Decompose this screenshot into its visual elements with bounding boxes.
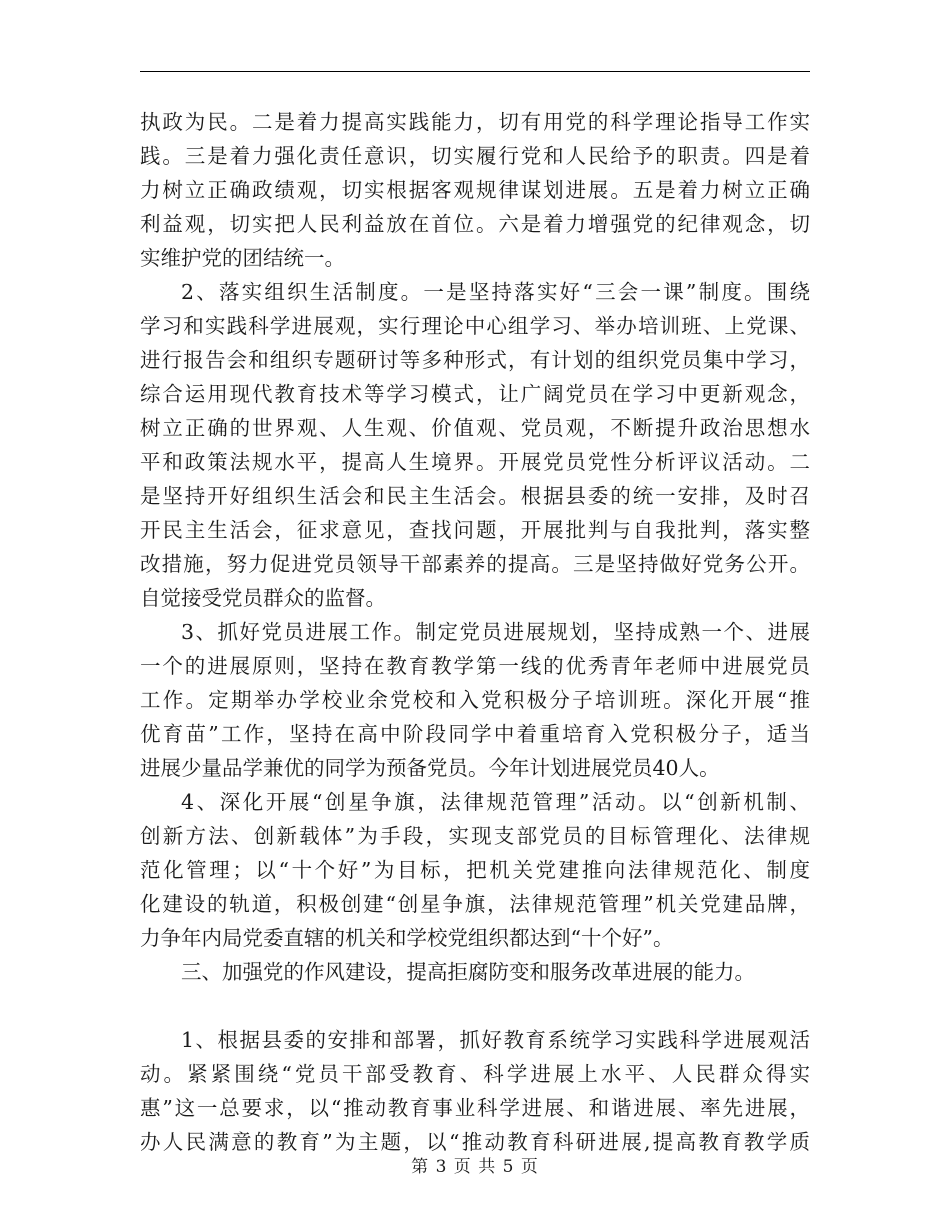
text-line: 化建设的轨道，积极创建“创星争旗，法律规范管理”机关党建品牌， — [140, 892, 810, 916]
text-line: 一个的进展原则，坚持在教育教学第一线的优秀青年老师中进展党员 — [140, 654, 810, 678]
paragraph — [140, 785, 810, 955]
text-line: 学习和实践科学进展观，实行理论中心组学习、举办培训班、上党课、 — [140, 314, 810, 338]
text-line: 工作。定期举办学校业余党校和入党积极分子培训班。深化开展“推 — [140, 688, 810, 712]
header-rule — [140, 71, 810, 72]
paragraph — [140, 275, 810, 615]
text-line: 综合运用现代教育技术等学习模式，让广阔党员在学习中更新观念， — [140, 382, 810, 406]
text-line: 办人民满意的教育”为主题，以“推动教育科研进展,提高教育教学质 — [140, 1130, 810, 1154]
paragraph — [140, 615, 810, 785]
text-line: 三、加强党的作风建设，提高拒腐防变和服务改革进展的能力。 — [181, 960, 755, 984]
text-line: 践。三是着力强化责任意识，切实履行党和人民给予的职责。四是着 — [140, 144, 810, 168]
section-heading — [140, 955, 810, 1023]
text-line: 创新方法、创新载体”为手段，实现支部党员的目标管理化、法律规 — [140, 824, 810, 848]
body-text — [140, 105, 810, 1159]
text-line: 优育苗”工作，坚持在高中阶段同学中着重培育入党积极分子，适当 — [140, 722, 810, 746]
text-line: 是坚持开好组织生活会和民主生活会。根据县委的统一安排，及时召 — [140, 484, 810, 508]
text-line: 力争年内局党委直辖的机关和学校党组织都达到“十个好”。 — [140, 926, 674, 950]
text-line: 进行报告会和组织专题研讨等多种形式，有计划的组织党员集中学习， — [140, 348, 810, 372]
text-line: 动。紧紧围绕“党员干部受教育、科学进展上水平、人民群众得实 — [140, 1062, 810, 1086]
paragraph — [140, 1023, 810, 1159]
text-line: 实维护党的团结统一。 — [140, 246, 345, 270]
text-line: 改措施，努力促进党员领导干部素养的提高。三是坚持做好党务公开。 — [140, 552, 810, 576]
text-line: 4、深化开展“创星争旗，法律规范管理”活动。以“创新机制、 — [181, 790, 810, 814]
page-number: 第 3 页 共 5 页 — [411, 1157, 539, 1177]
text-line: 1、根据县委的安排和部署，抓好教育系统学习实践科学进展观活 — [181, 1028, 810, 1052]
text-line: 执政为民。二是着力提高实践能力，切有用党的科学理论指导工作实 — [140, 110, 810, 134]
text-line: 平和政策法规水平，提高人生境界。开展党员党性分析评议活动。二 — [140, 450, 810, 474]
text-line: 3、抓好党员进展工作。制定党员进展规划，坚持成熟一个、进展 — [181, 620, 810, 644]
text-line: 进展少量品学兼优的同学为预备党员。今年计划进展党员40人。 — [140, 756, 720, 780]
text-line: 力树立正确政绩观，切实根据客观规律谋划进展。五是着力树立正确 — [140, 178, 810, 202]
text-line: 范化管理；以“十个好”为目标，把机关党建推向法律规范化、制度 — [140, 858, 810, 882]
text-line: 2、落实组织生活制度。一是坚持落实好“三会一课”制度。围绕 — [181, 280, 810, 304]
text-line: 惠”这一总要求，以“推动教育事业科学进展、和谐进展、率先进展， — [140, 1096, 810, 1120]
text-line: 利益观，切实把人民利益放在首位。六是着力增强党的纪律观念，切 — [140, 212, 810, 236]
text-line: 自觉接受党员群众的监督。 — [140, 586, 386, 610]
text-line: 树立正确的世界观、人生观、价值观、党员观，不断提升政治思想水 — [140, 416, 810, 440]
text-line: 开民主生活会，征求意见，查找问题，开展批判与自我批判，落实整 — [140, 518, 810, 542]
paragraph — [140, 105, 810, 275]
